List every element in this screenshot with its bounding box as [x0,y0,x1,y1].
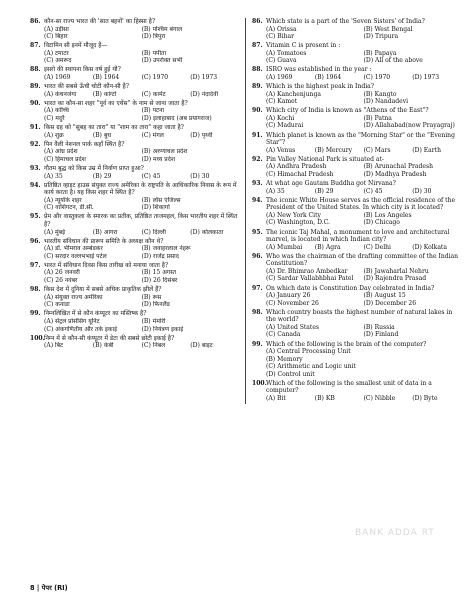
options-list [252,163,461,178]
question-number: 99. [30,310,41,318]
question-block [30,262,239,285]
question-text: Which of the following is the brain of the computer? [266,340,427,348]
question-number: 93. [30,165,41,172]
question-text: गौतम बुद्ध को किस उम्र में निर्वाण प्राप्त हुआ? [44,165,144,172]
question-line [252,83,461,91]
question-text: भारत में संविधान दिवस किस तारीख को मनाया जाता है? [44,261,169,269]
answer-option: (B) 1964 [314,74,342,82]
answer-option: (C) निबल [141,342,166,350]
answer-option: (A) उड़ीसा [44,25,69,33]
question-text: Which state is a part of the 'Seven Sisters' of India? [266,18,425,25]
options-list [252,292,461,307]
answer-option: (C) Delhi [363,243,391,251]
question-line [252,107,461,115]
options-list [252,26,461,41]
question-line [30,262,239,270]
question-number: 86. [30,18,41,25]
question-block [30,335,239,350]
options-list [252,115,461,130]
question-text: The iconic White House serves as the official residence of the President of the United States. In which city is it located? [266,196,456,212]
question-line [30,18,239,26]
answer-option: (A) मुंबई [44,228,66,236]
options-list [30,318,239,333]
question-block [30,238,239,261]
options-list [30,107,239,122]
question-text: Pin Valley National Park is situated at- [266,155,384,163]
question-number: 92. [30,140,41,148]
answer-option: (C) 1970 [141,74,169,82]
options-list [30,245,239,260]
answer-option: (D) Tripura [363,33,399,41]
answer-option: (C) Sardar Vallabhbhai Patel [266,275,354,283]
question-text: विटामिन सी इनमें मौजूद है— [44,42,108,50]
answer-option: (D) मध्य प्रदेश [141,155,176,163]
question-number: 93. [252,180,263,188]
options-list [252,91,461,106]
answer-option: (A) कंचनजंगा [44,90,77,98]
answer-option: (B) Los Angeles [363,211,412,219]
options-list [30,50,239,65]
question-line [30,213,239,228]
options-list [30,26,239,41]
question-text: The iconic Taj Mahal, a monument to love and architectural marvel, is located in which Indian city? [266,228,450,244]
question-line [30,310,239,318]
answer-option: (B) जवाहरलाल नेहरू [141,245,191,253]
answer-option: (C) कनाडा [44,301,70,309]
question-number: 95. [30,213,41,221]
options-list [30,74,239,82]
question-text: Which is the highest peak in India? [266,83,374,91]
hindi-question-column [30,18,246,404]
question-number: 91. [252,131,263,139]
answer-option: (B) Patna [363,114,392,122]
answer-option: (C) बिहार [44,33,68,41]
question-line [252,66,461,74]
options-list [30,173,239,181]
answer-option: (D) नंदादेवी [190,90,219,98]
answer-option: (A) Kanchenjunga [266,90,321,98]
question-line [252,285,461,293]
answer-option: (D) Nandadevi [363,98,409,106]
answer-option: (B) केबी [92,342,114,350]
answer-option: (A) 35 [266,187,285,195]
answer-option: (C) अंकगणितीय और तर्क इकाई [44,325,118,333]
question-number: 100. [252,379,267,387]
answer-option: (D) शिकागो [141,204,170,212]
question-block [252,380,461,403]
answer-option: (B) Russia [363,323,395,331]
question-number: 90. [252,107,263,115]
question-block [30,100,239,123]
answer-option: (B) Mercury [314,146,353,154]
question-number: 99. [252,340,263,348]
options-list [252,244,461,252]
question-text: कौन-सा राज्य भारत की 'सात बहनों' का हिस्सा है? [44,18,156,25]
answer-option: (A) 26 जनवरी [44,269,80,277]
question-block [252,285,461,308]
question-block [30,165,239,180]
answer-option: (A) Andhra Pradesh [266,163,327,171]
question-number: 98. [252,308,263,316]
options-list [252,74,461,82]
answer-option: (C) Madurai [266,122,304,130]
answer-option: (A) United States [266,323,320,331]
question-text: किस देश में दुनिया में सबसे अधिक प्राकृतिक झीलें हैं? [44,286,162,294]
question-block [252,180,461,195]
question-line [30,66,239,74]
answer-option: (D) कोलकाता [190,228,224,236]
answer-option: (D) Madhya Pradesh [363,170,427,178]
question-block [30,18,239,41]
question-block [252,18,461,41]
question-text: Who was the chairman of the drafting committee of the Indian Constitution? [266,252,459,268]
answer-option: (A) Orissa [266,25,297,33]
answer-option: (B) Arunachal Pradesh [363,163,433,171]
answer-option: (D) Kolkata [412,243,447,251]
options-list [30,148,239,163]
answer-option: (D) उपरोक्त सभी [141,57,183,65]
question-line [252,156,461,164]
question-block [30,66,239,81]
answer-option: (D) 30 [190,172,210,180]
answer-option: (B) पटना [141,107,164,115]
options-list [252,395,461,403]
question-number: 92. [252,155,263,163]
answer-option: (B) August 15 [363,292,406,300]
answer-option: (D) Control unit [266,370,315,378]
answer-option: (A) टमाटर [44,49,69,57]
options-list [252,348,461,378]
question-line [30,100,239,108]
answer-option: (A) Kochi [266,114,295,122]
question-line [30,335,239,343]
answer-option: (C) मदुरै [44,114,65,122]
question-block [252,66,461,81]
answer-option: (D) नियंत्रण इकाई [141,325,184,333]
answer-option: (C) मंगल [141,131,164,139]
answer-option: (B) रूस [141,293,162,301]
options-list [30,91,239,99]
answer-option: (B) आगरा [92,228,118,236]
options-list [252,324,461,339]
answer-option: (A) सेंट्रल प्रोसेसिंग यूनिट [44,317,100,325]
question-block [252,156,461,179]
question-line [252,180,461,188]
answer-option: (B) पश्चिम बंगाल [141,25,183,33]
answer-option: (B) Memory [266,355,303,363]
question-block [252,107,461,130]
answer-option: (B) अरुणाचल प्रदेश [141,148,188,156]
question-block [252,197,461,227]
answer-option: (D) बाइट [190,342,213,350]
answer-option: (C) 26 नवंबर [44,277,78,285]
answer-option: (A) संयुक्त राज्य अमेरिका [44,293,103,301]
question-block [30,182,239,212]
answer-option: (C) 45 [141,172,161,180]
question-number: 94. [252,196,263,204]
answer-option: (C) Washington, D.C. [266,219,330,227]
question-line [252,197,461,212]
question-text: इसरो की स्थापना किस वर्ष हुई थी? [44,66,121,74]
answer-option: (D) Chicago [363,219,400,227]
question-line [252,18,461,26]
answer-option: (A) कोच्चि [44,107,69,115]
question-block [252,253,461,283]
answer-option: (C) Himachal Pradesh [266,170,334,178]
answer-option: (B) कांग्टो [92,90,117,98]
question-number: 86. [252,18,263,25]
question-block [30,213,239,236]
question-block [252,42,461,65]
answer-option: (D) Rajendra Prasad [363,275,427,283]
answer-option: (A) New York City [266,211,321,219]
answer-option: (C) दिल्ली [141,228,166,236]
question-text: प्रेम और वास्तुकला के स्मारक का प्रतीक, प्रतिष्ठित ताजमहल, किस भारतीय शहर में स्थित है? [44,213,238,229]
question-text: Which planet is known as the "Morning Star" or the "Evening Star"? [266,131,455,147]
options-list [30,197,239,212]
question-number: 97. [252,284,263,292]
question-number: 91. [30,124,41,132]
question-number: 90. [30,99,41,107]
answer-option: (A) Dr. Bhimrao Ambedkar [266,267,348,275]
question-number: 94. [30,181,41,189]
question-text: On which date is Constitution Day celebrated in India? [266,284,435,292]
answer-option: (C) Kamet [266,98,298,106]
options-list [30,229,239,237]
question-number: 96. [252,252,263,260]
question-block [252,341,461,379]
question-number: 87. [252,42,263,50]
question-number: 89. [252,83,263,91]
question-line [30,238,239,246]
answer-option: (D) त्रिपुरा [141,33,166,41]
question-text: भारत की सबसे ऊँची चोटी कौन-सी है? [44,83,129,91]
answer-option: (B) मेमोरी [141,317,166,325]
answer-option: (B) Jawaharlal Nehru [363,267,429,275]
question-text: Which city of India is known as "Athens of the East"? [266,107,429,115]
question-text: पिन वैली नेशनल पार्क कहाँ स्थित है? [44,140,125,148]
question-block [30,124,239,139]
answer-option: (A) न्यूयॉर्क शहर [44,196,82,204]
answer-option: (B) 29 [314,187,334,195]
question-text: Which of the following is the smallest unit of data in a computer? [266,379,432,395]
question-block [30,141,239,164]
answer-option: (A) डॉ. भीमराव अम्बेडकर [44,245,103,253]
options-list [252,188,461,196]
question-block [30,310,239,333]
options-list [252,268,461,283]
options-list [252,50,461,65]
answer-option: (D) पृथ्वी [190,131,213,139]
answer-option: (C) Arithmetic and Logic unit [266,363,356,371]
question-number: 97. [30,261,41,269]
question-number: 89. [30,83,41,91]
question-number: 88. [30,66,41,74]
question-line [30,286,239,294]
answer-option: (B) 15 अगस्त [141,269,177,277]
question-line [252,341,461,349]
answer-option: (C) वाशिंगटन, डी.सी. [44,204,94,212]
question-line [252,309,461,324]
question-text: भारतीय संविधान की प्रारूप समिति के अध्यक्ष कौन थे? [44,237,164,245]
question-line [252,132,461,147]
question-number: 100. [30,334,45,342]
answer-option: (B) पपीता [141,49,167,57]
question-line [30,141,239,149]
question-number: 95. [252,228,263,236]
answer-option: (C) Mars [363,146,391,154]
answer-option: (D) 26 दिसंबर [141,277,178,285]
answer-option: (C) Nibble [363,395,396,403]
answer-option: (A) Bit [266,395,286,403]
answer-option: (A) आंध्र प्रदेश [44,148,78,156]
watermark: BANK ADDA RT [355,528,435,538]
options-list [252,147,461,155]
question-number: 98. [30,286,41,294]
answer-option: (A) 1969 [44,74,71,82]
answer-option: (D) Allahabad(now Prayagraj) [363,122,455,130]
answer-option: (B) 1964 [92,74,120,82]
question-text: निम्नलिखित में से कौन कंप्यूटर का मस्तिष्क है? [44,310,147,318]
question-block [252,132,461,155]
question-text: Vitamin C is present in : [266,42,341,50]
answer-option: (C) सरदार वल्लभभाई पटेल [44,252,107,260]
answer-option: (B) 29 [92,172,112,180]
options-list [252,212,461,227]
question-block [252,309,461,339]
options-list [30,132,239,140]
question-text: भारत का कौन-सा शहर "पूर्व का एथेंस" के नाम से जाना जाता है? [44,99,188,107]
question-columns [30,18,461,404]
question-number: 88. [252,66,263,74]
question-line [252,229,461,244]
question-line [30,124,239,132]
answer-option: (A) January 26 [266,292,311,300]
answer-option: (D) 1973 [190,74,218,82]
question-line [30,83,239,91]
question-line [252,42,461,50]
question-text: प्रतिष्ठित व्हाइट हाउस संयुक्त राज्य अमेरिका के राष्ट्रपति के आधिकारिक निवास के रूप में कार्य करता है। यह किस शहर में स्थित है? [44,181,237,197]
answer-option: (D) राजेंद्र प्रसाद [141,252,179,260]
english-question-column [246,18,461,404]
answer-option: (B) Papaya [363,49,397,57]
answer-option: (C) कामेट [141,90,166,98]
question-number: 96. [30,237,41,245]
answer-option: (B) KB [314,395,335,403]
answer-option: (D) All of the above [363,57,423,65]
question-text: At what age Gautam Buddha got Nirvana? [266,180,396,188]
question-line [30,42,239,50]
question-text: किस ग्रह को "सुबह का तारा" या "शाम का तारा" कहा जाता है? [44,124,184,132]
answer-option: (D) December 26 [363,299,417,307]
question-block [30,83,239,98]
answer-option: (C) November 26 [266,299,319,307]
answer-option: (D) फिनलैंड [141,301,170,309]
question-text: ISRO was established in the year : [266,66,372,74]
question-text: निम्न में से कौन-सी कंप्यूटर में डेटा की सबसे छोटी इकाई है? [44,334,175,342]
answer-option: (C) Canada [266,331,301,339]
question-block [252,83,461,106]
question-line [30,182,239,197]
answer-option: (C) हिमाचल प्रदेश [44,155,86,163]
answer-option: (A) 35 [44,172,63,180]
answer-option: (A) Central Processing Unit [266,348,351,356]
question-block [30,42,239,65]
question-block [252,229,461,252]
answer-option: (D) Finland [363,331,399,339]
options-list [30,294,239,309]
question-line [30,165,239,173]
answer-option: (C) 45 [363,187,383,195]
question-block [30,286,239,309]
answer-option: (B) लॉस एंजिल्स [141,196,181,204]
question-text: Which country boasts the highest number of natural lakes in the world? [266,308,453,324]
answer-option: (B) Kangto [363,90,397,98]
answer-option: (C) Bihar [266,33,295,41]
question-line [252,380,461,395]
answer-option: (B) बुध [92,131,112,139]
options-list [30,342,239,350]
answer-option: (A) Mumbai [266,243,303,251]
page-footer: 8 | पेपर (RI) [30,584,68,592]
options-list [30,269,239,284]
answer-option: (A) Venus [266,146,296,154]
question-number: 87. [30,42,41,50]
answer-option: (A) बिट [44,342,64,350]
answer-option: (D) Byte [412,395,438,403]
answer-option: (D) Earth [412,146,441,154]
answer-option: (D) 1973 [412,74,440,82]
answer-option: (B) West Bengal [363,25,413,33]
answer-option: (C) अमरूद [44,57,72,65]
answer-option: (D) 30 [412,187,432,195]
answer-option: (D) इलाहाबाद (अब प्रयागराज) [141,114,212,122]
answer-option: (C) 1970 [363,74,391,82]
question-line [252,253,461,268]
answer-option: (A) 1969 [266,74,293,82]
answer-option: (C) Guava [266,57,297,65]
answer-option: (A) Tomatoes [266,49,307,57]
answer-option: (B) Agra [314,243,341,251]
answer-option: (A) शुक्र [44,131,64,139]
